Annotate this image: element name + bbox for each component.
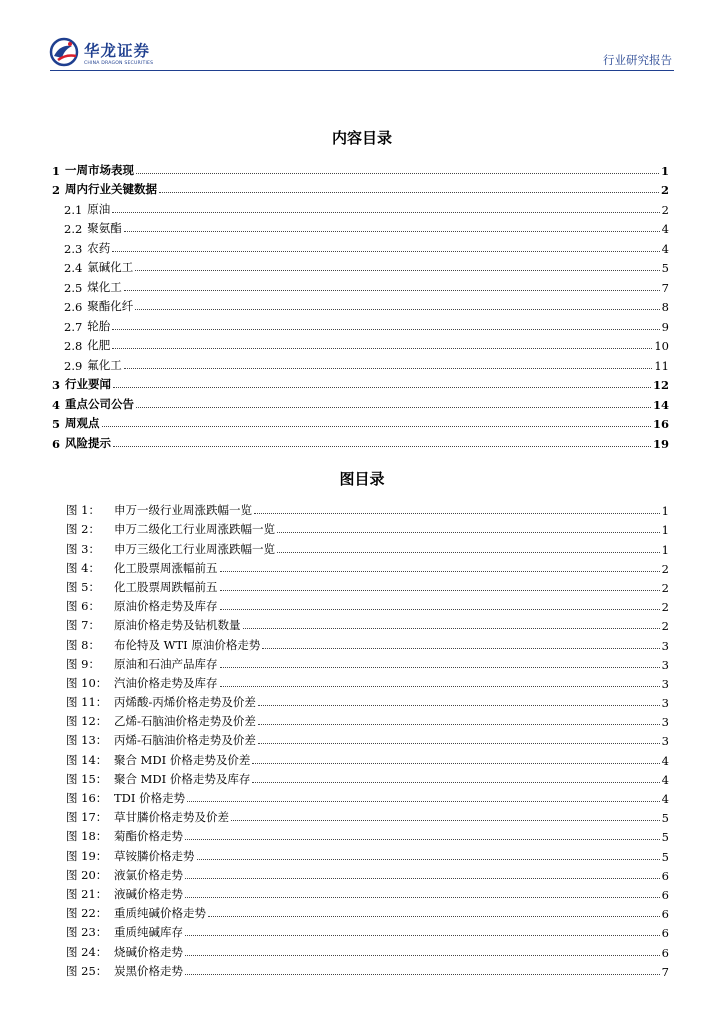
figure-entry-page: 1 [661,504,669,519]
figure-entry[interactable] [52,518,669,537]
toc-entry[interactable] [52,197,669,217]
figure-entry-number: 图 21： [66,886,108,901]
dot-leader [277,552,660,553]
figure-entry-number: 图 17： [66,810,108,825]
toc-entry-number: 4 [52,397,61,412]
dot-leader [220,667,660,668]
figure-entry-page: 2 [661,600,669,615]
figure-entry[interactable] [52,729,669,748]
figure-entry-number: 图 25： [66,963,108,978]
toc-entry-number: 2.4 [64,261,83,275]
toc-entry-page: 16 [652,417,669,431]
figure-entry-number: 图 6： [66,599,100,614]
figure-entry-title: 丙烯-石脑油价格走势及价差 [114,733,256,748]
figure-entry[interactable] [52,844,669,863]
figure-entry[interactable] [52,710,669,729]
logo-name: 华龙证券 [84,42,151,60]
toc-entry-label: 煤化工 [87,279,122,294]
figures-title: 图目录 [339,470,385,488]
figure-entry-number: 图 18： [66,829,108,844]
toc-entry-page: 9 [661,319,669,334]
figure-entry-title: 液碱价格走势 [114,886,183,901]
toc-entry[interactable] [52,431,669,451]
logo-subtitle: CHINA DRAGON SECURITIES [84,61,154,66]
figure-entry[interactable] [52,960,669,979]
toc-entry-label: 化肥 [87,338,111,352]
toc-entry-number: 5 [52,417,61,431]
figure-entry[interactable] [52,864,669,883]
dot-leader [113,387,651,388]
figure-entry-title: 原油价格走势及钻机数量 [114,618,241,633]
figure-entry-page: 5 [661,830,669,845]
toc-entry-number: 2.5 [64,280,83,295]
figure-entry-number: 图 1： [66,503,100,518]
toc-entry[interactable] [52,353,669,373]
figure-entry-page: 1 [661,542,669,557]
dragon-logo-icon [48,36,80,68]
dot-leader [185,839,660,840]
toc-entry[interactable] [52,314,669,334]
figure-entry-number: 图 8： [66,637,100,652]
figure-entry-title: 乙烯-石脑油价格走势及价差 [114,714,256,729]
dot-leader [124,368,653,369]
toc-entry-page: 7 [661,280,669,295]
dot-leader [220,571,660,572]
dot-leader [112,329,659,330]
figure-entry[interactable] [52,595,669,614]
dot-leader [185,955,660,956]
figure-entry-number: 图 7： [66,618,100,633]
figure-entry-title: 烧碱价格走势 [114,944,183,959]
figure-entry-title: 液氯价格走势 [114,867,183,882]
figure-entry-number: 图 10： [66,675,108,690]
figure-entry[interactable] [52,768,669,787]
figure-entry-number: 图 9： [66,656,100,671]
figure-entry-page: 6 [661,907,669,922]
figure-entry-number: 图 3： [66,541,100,556]
toc-entry-page: 4 [661,222,669,236]
toc-entry-label: 周观点 [65,416,100,430]
toc-entry-page: 19 [652,436,669,451]
toc-entry[interactable] [52,158,669,178]
figure-entry[interactable] [52,557,669,576]
dot-leader [243,628,660,629]
figure-entry-page: 2 [661,580,669,595]
figure-entry[interactable] [52,940,669,959]
figure-entry-title: 聚合 MDI 价格走势及库存 [114,771,251,786]
figure-entry-title: 重质纯碱库存 [114,925,183,940]
toc-entry-label: 农药 [87,240,111,255]
dot-leader [252,782,659,783]
toc-entry-label: 风险提示 [65,435,112,450]
toc-entry-label: 重点公司公告 [65,396,135,411]
dot-leader [136,407,651,408]
dot-leader [112,251,659,252]
figure-entry-page: 3 [661,715,669,730]
dot-leader [208,916,660,917]
dot-leader [220,686,660,687]
dot-leader [258,705,660,706]
figure-entry-title: 炭黑价格走势 [114,963,183,978]
page-header [0,0,724,78]
toc-entry-number: 2.7 [64,319,83,334]
dot-leader [185,974,660,975]
dot-leader [231,820,660,821]
toc-entry-label: 周内行业关键数据 [65,182,158,196]
report-type: 行业研究报告 [603,53,672,67]
dot-leader [159,192,659,193]
toc-entry[interactable] [52,217,669,237]
figure-entry-page: 3 [661,657,669,672]
figure-entry-number: 图 2： [66,522,100,537]
figure-entry-title: 草甘膦价格走势及价差 [114,810,229,825]
toc-entry-page: 4 [661,241,669,256]
toc-entry-number: 2 [52,183,61,197]
toc-title: 内容目录 [331,129,392,147]
toc-entry[interactable] [52,373,669,393]
toc-entry-label: 氯碱化工 [87,260,134,274]
dot-leader [124,290,660,291]
toc-entry-number: 3 [52,378,61,392]
figure-entry[interactable] [52,499,669,518]
figure-entry-page: 3 [661,734,669,749]
dot-leader [112,348,652,349]
toc-entry[interactable] [52,236,669,256]
figure-entry-title: 原油和石油产品库存 [114,656,218,671]
toc-entry-number: 2.3 [64,241,83,256]
toc-entry-number: 2.8 [64,339,83,353]
figure-entry-number: 图 23： [66,925,108,940]
dot-leader [112,212,659,213]
dot-leader [187,801,660,802]
toc-entry[interactable] [52,412,669,432]
toc-entry-page: 2 [660,183,669,197]
figure-entry-title: 申万二级化工行业周涨跌幅一览 [114,522,275,537]
dot-leader [102,426,651,427]
figure-entry-page: 5 [661,849,669,864]
dot-leader [197,859,660,860]
company-logo [48,40,168,72]
dot-leader [136,173,659,174]
figure-entry-title: 化工股票周涨幅前五 [114,560,218,575]
figure-entry-number: 图 4： [66,560,100,575]
figure-entry-page: 7 [661,964,669,979]
figure-entry[interactable] [52,902,669,921]
figure-entry-number: 图 16： [66,791,108,805]
dot-leader [277,532,660,533]
figure-entry[interactable] [52,614,669,633]
toc-entry-page: 12 [652,378,669,392]
toc-entry-label: 聚酯化纤 [87,299,134,313]
toc-entry-page: 2 [661,202,669,217]
figure-entry-page: 6 [661,945,669,960]
toc-entry-label: 氟化工 [87,357,122,372]
toc-entry-number: 2.2 [64,222,83,236]
figures-list [52,499,669,979]
figure-entry-number: 图 11： [66,695,108,710]
toc-entry-number: 2.6 [64,300,83,314]
figure-entry-title: 化工股票周跌幅前五 [114,579,218,594]
toc-entry-page: 1 [660,163,669,178]
figure-entry-number: 图 22： [66,906,108,921]
toc-entry-label: 轮胎 [87,318,111,333]
figure-entry[interactable] [52,748,669,767]
figure-entry[interactable] [52,806,669,825]
figure-entry-page: 3 [661,676,669,691]
figure-entry-title: 重质纯碱价格走势 [114,906,206,921]
figure-entry-title: 菊酯价格走势 [114,829,183,844]
dot-leader [254,513,660,514]
figure-entry[interactable] [52,787,669,806]
figure-entry-number: 图 24： [66,944,108,959]
dot-leader [220,590,660,591]
toc-entry[interactable] [52,334,669,354]
figure-entry-number: 图 15： [66,771,108,786]
figure-entry-title: 申万一级行业周涨跌幅一览 [114,503,252,518]
figure-entry[interactable] [52,653,669,672]
toc-entry-page: 14 [652,397,669,412]
figure-entry-number: 图 13： [66,733,108,748]
toc-entry-label: 聚氨酯 [87,221,122,235]
figure-entry-title: 原油价格走势及库存 [114,599,218,614]
figure-entry-page: 4 [661,772,669,787]
figure-entry-page: 2 [661,561,669,576]
toc-entry-label: 行业要闻 [65,377,112,391]
figure-entry-title: 草铵膦价格走势 [114,848,195,863]
dot-leader [258,743,660,744]
figure-entry[interactable] [52,633,669,652]
figure-entry-page: 4 [661,753,669,768]
toc-entry-page: 5 [661,261,669,275]
toc-entry[interactable] [52,295,669,315]
figure-entry[interactable] [52,576,669,595]
figure-entry[interactable] [52,672,669,691]
figure-entry-page: 6 [661,868,669,883]
toc-entry-page: 8 [661,300,669,314]
toc-entry-page: 11 [654,358,669,373]
toc-entry[interactable] [52,275,669,295]
figure-entry-page: 3 [661,638,669,653]
figure-entry-number: 图 5： [66,579,100,594]
dot-leader [124,231,660,232]
figure-entry-title: 申万三级化工行业周涨跌幅一览 [114,541,275,556]
figure-entry[interactable] [52,825,669,844]
figure-entry[interactable] [52,691,669,710]
toc-list [52,158,669,451]
figure-entry-page: 2 [661,619,669,634]
figure-entry-number: 图 20： [66,867,108,882]
toc-entry-number: 2.1 [64,202,83,217]
figure-entry-title: 丙烯酸-丙烯价格走势及价差 [114,695,256,710]
toc-entry[interactable] [52,392,669,412]
dot-leader [258,724,660,725]
dot-leader [252,763,659,764]
dot-leader [135,309,659,310]
dot-leader [185,935,660,936]
figure-entry-title: TDI 价格走势 [114,791,186,805]
dot-leader [185,897,660,898]
figure-entry-title: 布伦特及 WTI 原油价格走势 [114,637,261,652]
figure-entry-page: 6 [661,887,669,902]
figure-entry[interactable] [52,883,669,902]
toc-entry-number: 2.9 [64,358,83,373]
figure-entry-page: 1 [661,523,669,538]
toc-entry-label: 一周市场表现 [65,162,135,177]
toc-entry-label: 原油 [87,201,111,216]
dot-leader [220,609,660,610]
figure-entry[interactable] [52,921,669,940]
header-divider [50,70,674,71]
figure-entry-page: 4 [661,792,669,806]
figure-entry-title: 汽油价格走势及库存 [114,675,218,690]
dot-leader [113,446,651,447]
dot-leader [262,648,659,649]
toc-entry[interactable] [52,178,669,198]
dot-leader [185,878,660,879]
figure-entry-page: 5 [661,811,669,826]
figure-entry-number: 图 12： [66,714,108,729]
toc-entry-page: 10 [654,339,669,353]
figure-entry[interactable] [52,537,669,556]
figure-entry-number: 图 14： [66,752,108,767]
figure-entry-page: 6 [661,926,669,941]
figure-entry-title: 聚合 MDI 价格走势及价差 [114,752,251,767]
figure-entry-page: 3 [661,696,669,711]
toc-entry-number: 6 [52,436,61,451]
dot-leader [135,270,659,271]
figure-entry-number: 图 19： [66,848,108,863]
toc-entry-number: 1 [52,163,61,178]
toc-entry[interactable] [52,256,669,276]
